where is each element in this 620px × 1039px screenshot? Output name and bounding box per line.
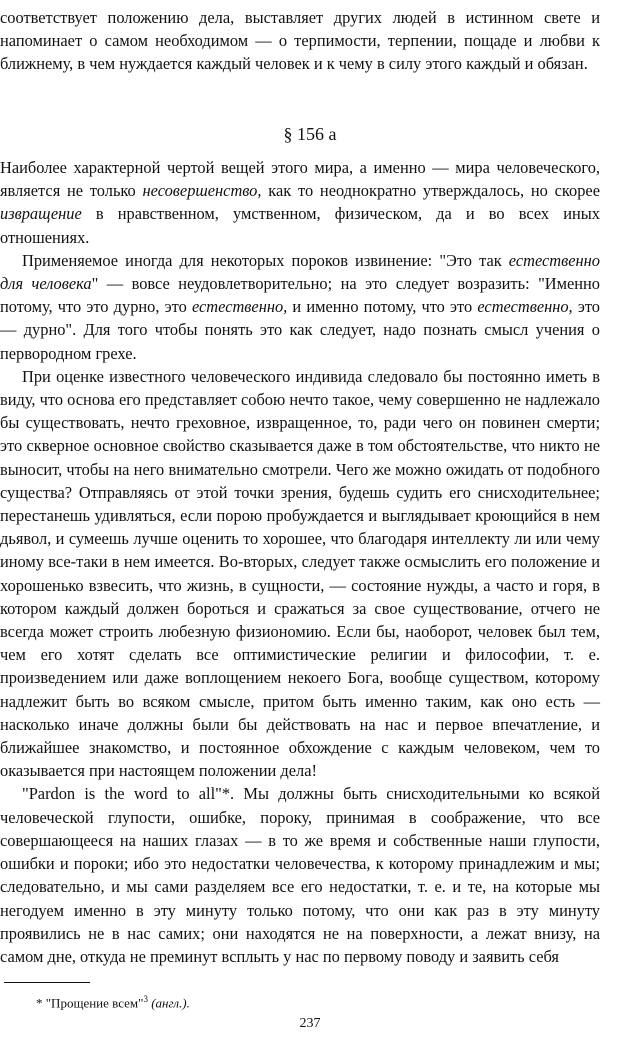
italic-text: извращение (0, 204, 82, 224)
footnote (36, 990, 596, 1012)
page-number: 237 (299, 1016, 321, 1031)
paragraph-text: это — дурно". Для того чтобы понять это как следует, надо познать смысл учения о первородном грехе. (0, 297, 600, 363)
body-text (0, 156, 600, 968)
footnote-marker: * (36, 995, 43, 1011)
italic-text: естественно, (477, 297, 573, 317)
footnote-text: "Прощение всем" (42, 995, 144, 1011)
italic-text: естественно для человека (0, 250, 600, 294)
paragraph-text: как то неоднократно утверждалось, но скорее (261, 181, 600, 201)
paragraph (0, 156, 600, 249)
paragraph (0, 365, 600, 783)
footnote-lang: (англ.). (147, 995, 190, 1011)
footnote-divider (4, 982, 90, 983)
italic-text: несовершенство, (142, 181, 262, 201)
top-paragraph: соответствует положению дела, выставляет других людей в истинном свете и напоминает о самом необходимом — о терпимости, терпении, пощаде и любви к ближнему, в чем нуждается каждый человек и к чему в силу этого каждый и обязан. (0, 8, 600, 74)
paragraph (0, 782, 600, 968)
paragraph (0, 249, 600, 365)
paragraph-text: При оценке известного человеческого индивида следовало бы постоянно иметь в виду, что основа его представляет собою нечто такое, чему совершенно не надлежало бы существовать, нечто греховное, извращенное, то, ради чего он повинен смерти; это скверное основное свойство сказывается даже в том обстоятельстве, что никто не выносит, чтобы на него внимательно смотрели. Чего же можно ожидать от подобного существа? Отправляясь от этой точки зрения, будешь судить его снисходительнее; перестанешь удивляться, если порою пробуждается и выглядывает кроющийся в нем дьявол, и сумеешь лучше оценить то хорошее, что благодаря интеллекту ли или чему иному все-таки в нем имеется. Во-вторых, следует также осмыслить его положение и хорошенько взвесить, что жизнь, в сущности, — состояние нужды, а часто и горя, в котором каждый должен бороться и сражаться за свое существование, отчего не всегда может строить любезную физиономию. Если бы, наоборот, человек был тем, чем его хотят сделать все оптимистические религии и философии, т. е. произведением или даже воплощением некоего Бога, вообще существом, которому надлежит быть во всяком смысле, притом быть именно таким, как оно есть — насколько иначе должны были бы действовать на нас и первое впечатление, и ближайшее знакомство, и постоянное обхождение с каждым человеком, чем то оказывается при настоящем положении дела! (0, 366, 600, 781)
paragraph-text: Применяемое иногда для некоторых пороков извинение: "Это так (22, 250, 509, 270)
italic-text: естественно, (191, 297, 288, 317)
section-heading: § 156 а (283, 124, 337, 144)
footnote-ref: 3 (143, 994, 148, 1004)
paragraph-text: "Pardon is the word to all"*. Мы должны быть снисходительными ко всякой человеческой глупости, ошибке, пороку, принимая в соображение, что все совершающееся на наших глазах — в то же время и собственные наши глупости, ошибки и пороки; ибо это недостатки человечества, к которому принадлежим и мы; следовательно, и мы сами разделяем все его недостатки, т. е. и те, на которые мы негодуем именно в эту минуту только потому, что они как раз в эту минуту проявились не в нас самих; они находятся не на поверхности, а лежат внизу, на самом дне, откуда не преминут всплыть у нас по первому поводу и заявить себя (0, 784, 600, 966)
paragraph-text: Наиболее характерной чертой вещей этого мира, а именно — мира человеческого, является не только (0, 158, 600, 201)
paragraph-text: " — вовсе неудовлетворительно; на это следует возразить: "Именно потому, что это дурно, это (0, 274, 600, 317)
paragraph-text: в нравственном, умственном, физическом, да и во всех иных отношениях. (0, 204, 600, 247)
paragraph-text: и именно потому, что это (287, 297, 478, 317)
